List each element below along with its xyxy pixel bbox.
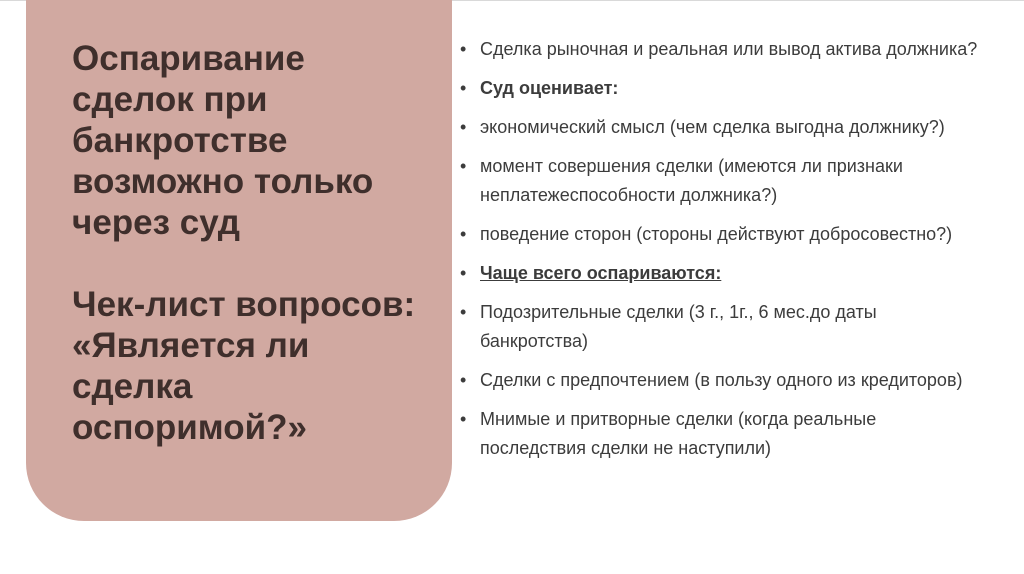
bullet-item bbox=[460, 220, 980, 249]
bullet-list bbox=[460, 35, 980, 473]
bullet-dot-icon: • bbox=[460, 224, 467, 244]
bullet-dot-icon: • bbox=[460, 39, 467, 59]
bullet-dot-icon: • bbox=[460, 409, 467, 429]
bullet-item bbox=[460, 405, 980, 463]
title-line: возможно только bbox=[72, 162, 374, 201]
bullet-text: Чаще всего оспариваются: bbox=[480, 263, 722, 283]
subtitle-line: Чек-лист вопросов: bbox=[72, 285, 416, 324]
bullet-item bbox=[460, 35, 980, 64]
bullet-item bbox=[460, 366, 980, 395]
subtitle-line: «Является ли bbox=[72, 326, 310, 365]
bullet-item bbox=[460, 74, 980, 103]
title-line: через суд bbox=[72, 203, 241, 242]
bullet-text: Сделки с предпочтением (в пользу одного из кредиторов) bbox=[480, 370, 963, 390]
bullet-dot-icon: • bbox=[460, 156, 467, 176]
bullet-dot-icon: • bbox=[460, 302, 467, 322]
subtitle-line: оспоримой?» bbox=[72, 408, 307, 447]
heading-spacer bbox=[72, 243, 452, 284]
bullet-item bbox=[460, 259, 980, 288]
subtitle-line: сделка bbox=[72, 367, 193, 406]
bullet-dot-icon: • bbox=[460, 117, 467, 137]
bullet-dot-icon: • bbox=[460, 263, 467, 283]
bullet-item bbox=[460, 113, 980, 142]
bullet-text: экономический смысл (чем сделка выгодна должнику?) bbox=[480, 117, 945, 137]
title-line: банкротстве bbox=[72, 121, 288, 160]
bullet-dot-icon: • bbox=[460, 78, 467, 98]
bullet-text: Мнимые и притворные сделки (когда реальные последствия сделки не наступили) bbox=[480, 409, 877, 458]
bullet-text: поведение сторон (стороны действуют добросовестно?) bbox=[480, 224, 953, 244]
bullet-text: момент совершения сделки (имеются ли признаки неплатежеспособности должника?) bbox=[480, 156, 903, 205]
bullet-item bbox=[460, 298, 980, 356]
bullet-item bbox=[460, 152, 980, 210]
slide-heading bbox=[72, 38, 452, 448]
bullet-text: Подозрительные сделки (3 г., 1г., 6 мес.до даты банкротства) bbox=[480, 302, 877, 351]
title-line: сделок при bbox=[72, 80, 268, 119]
bullet-dot-icon: • bbox=[460, 370, 467, 390]
title-line: Оспаривание bbox=[72, 39, 305, 78]
bullet-text: Суд оценивает: bbox=[480, 78, 619, 98]
bullet-text: Сделка рыночная и реальная или вывод актива должника? bbox=[480, 39, 978, 59]
